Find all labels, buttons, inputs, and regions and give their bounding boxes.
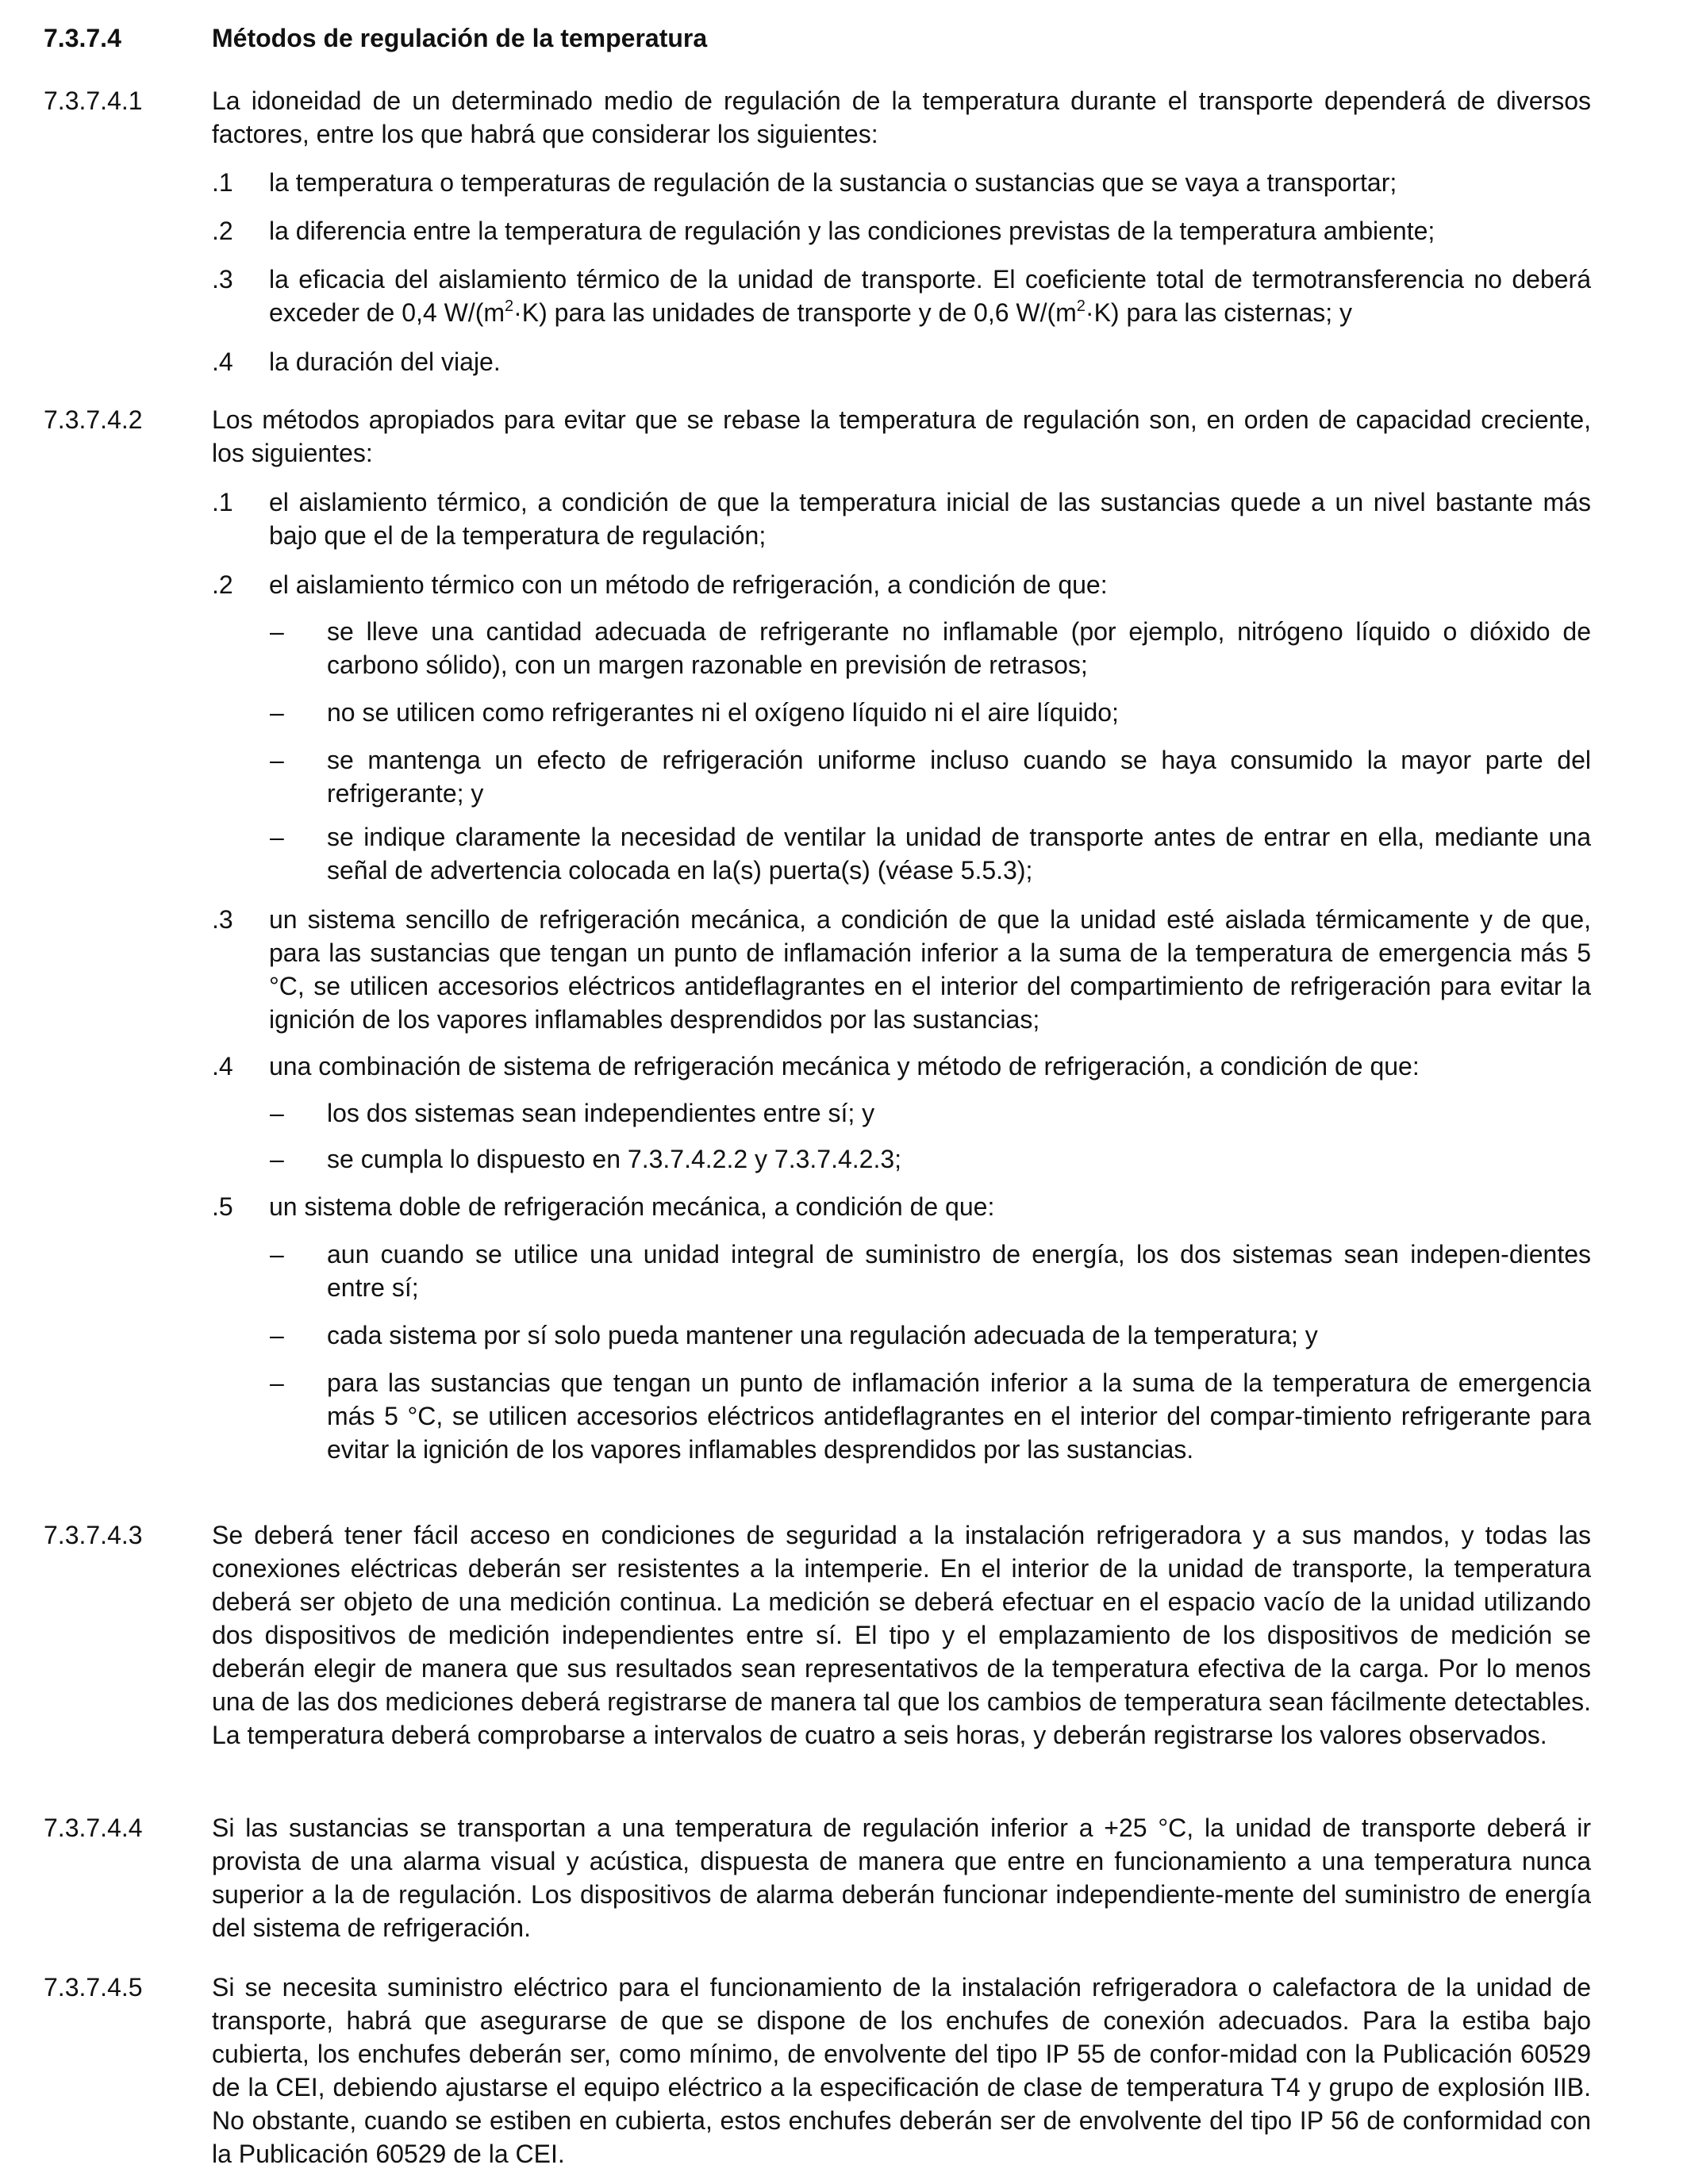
item-label: .5 xyxy=(212,1192,233,1221)
section-number: 7.3.7.4 xyxy=(44,24,121,52)
dash-text: cada sistema por sí solo pueda mantener una regulación adecuada de la temperatura; y xyxy=(327,1321,1318,1349)
item-text: la eficacia del aislamiento térmico de la unidad de transporte. El coeficiente total de termotransferencia no deberá exceder de 0,4 $W/(m^2\cdot K)$ para las unidades de transporte y de 0,6 $W/(m^2\cdot K)$ para las cisternas; y xyxy=(269,265,1591,327)
item-text: un sistema sencillo de refrigeración mecánica, a condición de que la unidad esté aislada térmicamente y de que, para las sustancias que tengan un punto de inflamación inferior a la suma de la temperatura de emergencia más 5 °C, se utilicen accesorios eléctricos antideflagrantes en el interior del compartimiento de refrigeración para evitar la ignición de los vapores inflamables desprendidos por las sustancias; xyxy=(269,905,1591,1034)
item-text: un sistema doble de refrigeración mecánica, a condición de que: xyxy=(269,1192,995,1221)
item-label: .2 xyxy=(212,217,233,245)
dash-text: para las sustancias que tengan un punto de inflamación inferior a la suma de la temperatura de emergencia más 5 °C, se utilicen accesorios eléctricos antideflagrantes en el interior del compar-timiento refrigerante para evitar la ignición de los vapores inflamables desprendidos por las sustancias. xyxy=(327,1368,1591,1464)
dash-bullet: – xyxy=(270,1240,284,1269)
paragraph-number: 7.3.7.4.3 xyxy=(44,1521,143,1549)
item-label: .3 xyxy=(212,265,233,294)
dash-bullet: – xyxy=(270,698,284,727)
dash-bullet: – xyxy=(270,1099,284,1127)
item-text: el aislamiento térmico, a condición de que la temperatura inicial de las sustancias quede a un nivel bastante más bajo que el de la temperatura de regulación; xyxy=(269,488,1591,550)
item-label: .1 xyxy=(212,168,233,197)
paragraph-intro: Los métodos apropiados para evitar que se rebase la temperatura de regulación son, en orden de capacidad creciente, los siguientes: xyxy=(212,405,1591,467)
item-label: .1 xyxy=(212,488,233,516)
item-text: la duración del viaje. xyxy=(269,347,501,376)
item-label: .3 xyxy=(212,905,233,934)
item-label: .4 xyxy=(212,1052,233,1080)
item-label: .2 xyxy=(212,570,233,599)
dash-bullet: – xyxy=(270,1368,284,1397)
section-title: Métodos de regulación de la temperatura xyxy=(212,24,708,52)
dash-text: los dos sistemas sean independientes entre sí; y xyxy=(327,1099,875,1127)
item-text: la temperatura o temperaturas de regulación de la sustancia o sustancias que se vaya a transportar; xyxy=(269,168,1397,197)
item-text: una combinación de sistema de refrigeración mecánica y método de refrigeración, a condición de que: xyxy=(269,1052,1420,1080)
dash-bullet: – xyxy=(270,1321,284,1349)
paragraph-text: Si las sustancias se transportan a una temperatura de regulación inferior a +25 °C, la unidad de transporte deberá ir provista de una alarma visual y acústica, dispuesta de manera que entre en funcionamiento a una temperatura nunca superior a la de regulación. Los dispositivos de alarma deberán funcionar independiente-mente del suministro de energía del sistema de refrigeración. xyxy=(212,1814,1591,1942)
paragraph-number: 7.3.7.4.1 xyxy=(44,86,143,115)
dash-bullet: – xyxy=(270,617,284,646)
dash-text: se mantenga un efecto de refrigeración uniforme incluso cuando se haya consumido la mayor parte del refrigerante; y xyxy=(327,746,1591,808)
dash-text: se indique claramente la necesidad de ventilar la unidad de transporte antes de entrar en ella, mediante una señal de advertencia colocada en la(s) puerta(s) (véase 5.5.3); xyxy=(327,823,1591,885)
dash-bullet: – xyxy=(270,1145,284,1173)
dash-text: aun cuando se utilice una unidad integral de suministro de energía, los dos sistemas sean indepen-dientes entre sí; xyxy=(327,1240,1591,1302)
item-text: la diferencia entre la temperatura de regulación y las condiciones previstas de la temperatura ambiente; xyxy=(269,217,1435,245)
dash-text: se lleve una cantidad adecuada de refrigerante no inflamable (por ejemplo, nitrógeno líquido o dióxido de carbono sólido), con un margen razonable en previsión de retrasos; xyxy=(327,617,1591,679)
dash-bullet: – xyxy=(270,746,284,774)
paragraph-text: Si se necesita suministro eléctrico para el funcionamiento de la instalación refrigeradora o calefactora de la unidad de transporte, habrá que asegurarse de que se dispone de los enchufes de conexión adecuados. Para la estiba bajo cubierta, los enchufes deberán ser, como mínimo, de envolvente del tipo IP 55 de confor-midad con la Publicación 60529 de la CEI, debiendo ajustarse el equipo eléctrico a la especificación de clase de temperatura T4 y grupo de explosión IIB. No obstante, cuando se estiben en cubierta, estos enchufes deberán ser de envolvente del tipo IP 56 de conformidad con la Publicación 60529 de la CEI. xyxy=(212,1973,1591,2168)
dash-bullet: – xyxy=(270,823,284,851)
paragraph-text: Se deberá tener fácil acceso en condiciones de seguridad a la instalación refrigeradora y a sus mandos, y todas las conexiones eléctricas deberán ser resistentes a la intemperie. En el interior de la unidad de transporte, la temperatura deberá ser objeto de una medición continua. La medición se deberá efectuar en el espacio vacío de la unidad utilizando dos dispositivos de medición independientes entre sí. El tipo y el emplazamiento de los dispositivos de medición se deberán elegir de manera que sus resultados sean representativos de la temperatura efectiva de la carga. Por lo menos una de las dos mediciones deberá registrarse de manera tal que los cambios de temperatura sean fácilmente detectables. La temperatura deberá comprobarse a intervalos de cuatro a seis horas, y deberán registrarse los valores observados. xyxy=(212,1521,1591,1749)
paragraph-intro: La idoneidad de un determinado medio de regulación de la temperatura durante el transporte dependerá de diversos factores, entre los que habrá que considerar los siguientes: xyxy=(212,86,1591,148)
paragraph-number: 7.3.7.4.5 xyxy=(44,1973,143,2002)
paragraph-number: 7.3.7.4.4 xyxy=(44,1814,143,1842)
dash-text: se cumpla lo dispuesto en 7.3.7.4.2.2 y 7.3.7.4.2.3; xyxy=(327,1145,902,1173)
dash-text: no se utilicen como refrigerantes ni el oxígeno líquido ni el aire líquido; xyxy=(327,698,1119,727)
item-label: .4 xyxy=(212,347,233,376)
paragraph-number: 7.3.7.4.2 xyxy=(44,405,143,434)
item-text: el aislamiento térmico con un método de refrigeración, a condición de que: xyxy=(269,570,1108,599)
